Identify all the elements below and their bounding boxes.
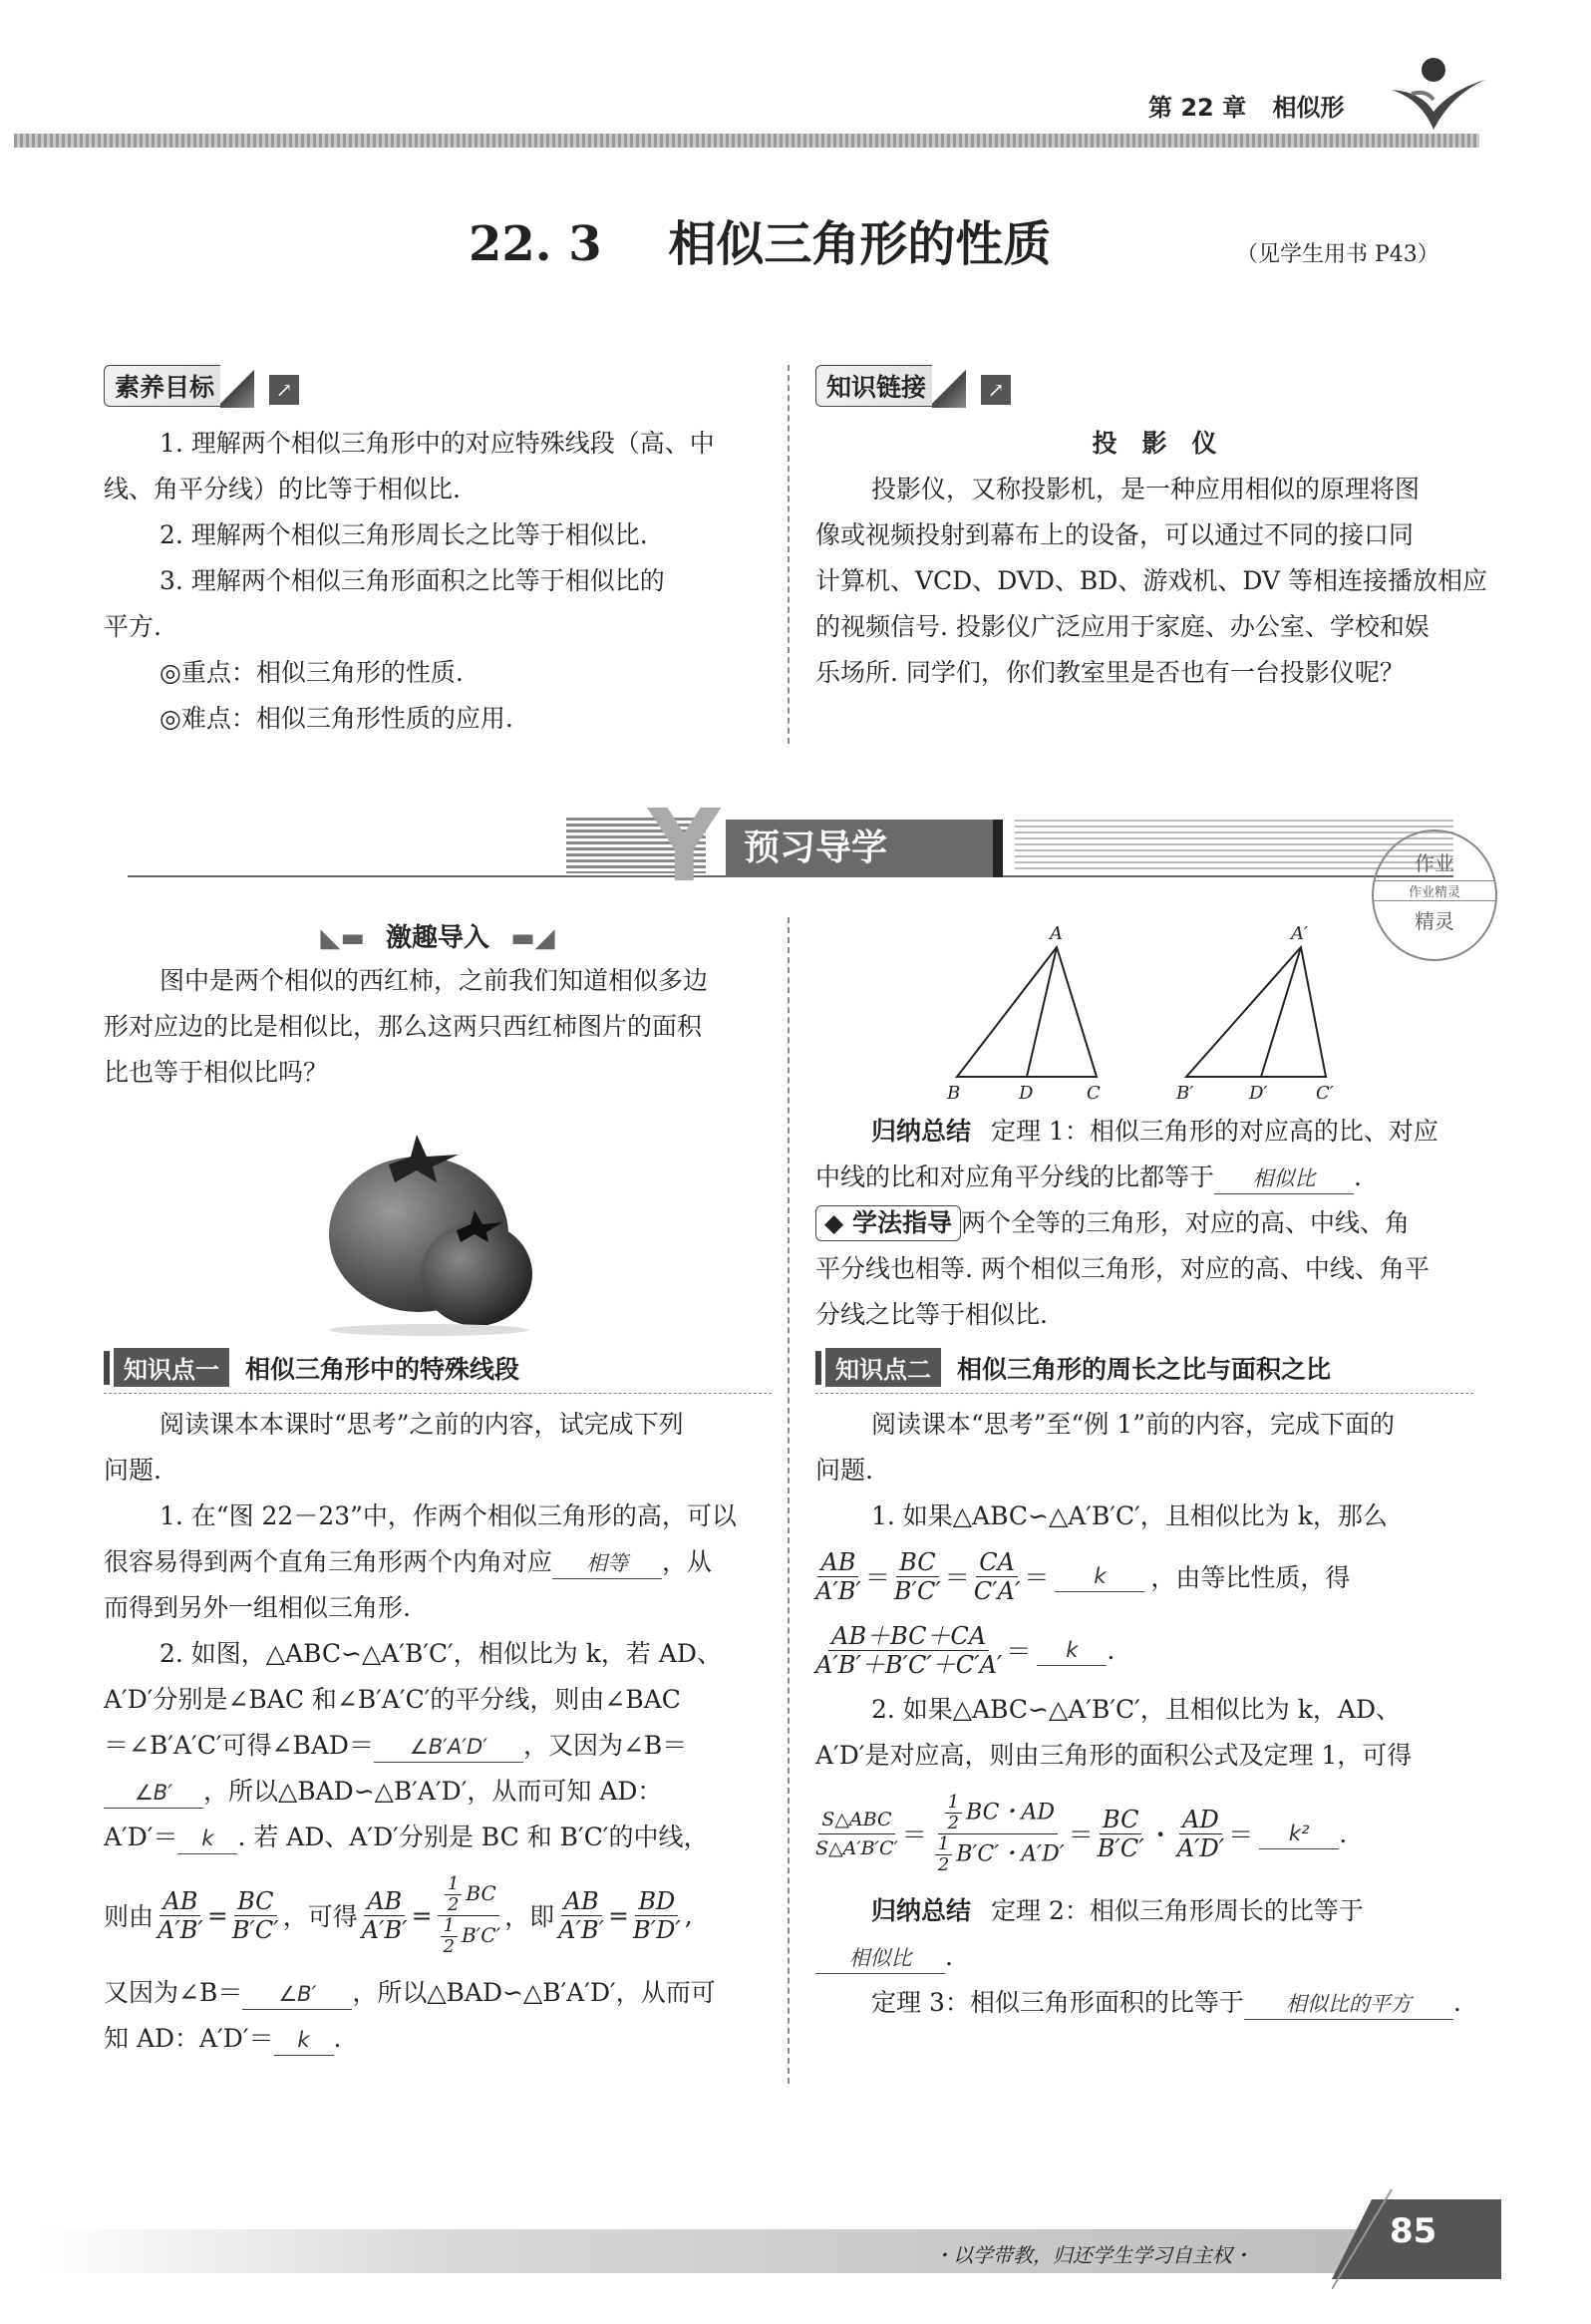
difficult-point: ◎难点：相似三角形性质的应用. bbox=[159, 704, 513, 733]
kp2-q1-sum: $\frac{AB+BC+CA}{A'B'+B'C'+C'A'}$ ＝ k . bbox=[815, 1621, 1115, 1679]
text: ，从 bbox=[662, 1547, 713, 1576]
kp2-section bbox=[815, 1348, 1493, 2026]
method-line bbox=[815, 1200, 1493, 1246]
goal-line: 3. 理解两个相似三角形面积之比等于相似比的 bbox=[159, 566, 665, 595]
numerator bbox=[438, 1874, 499, 1916]
numerator: AD bbox=[1179, 1806, 1222, 1834]
kp1-q2 bbox=[104, 1970, 772, 2016]
summary2-line: 相似比 . bbox=[815, 1934, 1493, 1980]
answer-blank[interactable]: 相等 bbox=[552, 1548, 662, 1579]
answer-blank[interactable]: k bbox=[274, 2025, 334, 2056]
answer-blank[interactable]: ∠B′ bbox=[242, 1979, 352, 2010]
kp1-q2 bbox=[104, 1815, 772, 1860]
kp1-q1 bbox=[104, 1539, 772, 1585]
kp1-section bbox=[104, 1348, 772, 2062]
answer-blank[interactable]: k bbox=[177, 1824, 237, 1854]
method-line: 分线之比等于相似比. bbox=[815, 1300, 1048, 1329]
text: 则由 bbox=[104, 1902, 155, 1931]
text: 中线的比和对应角平分线的比都等于 bbox=[815, 1162, 1215, 1191]
chapter-title: 相似形 bbox=[1272, 94, 1345, 122]
numerator: AB bbox=[817, 1548, 858, 1577]
fraction bbox=[232, 1887, 279, 1944]
text: ，所以△BAD∽△B′A′D′，从而可 bbox=[352, 1978, 716, 2007]
method-tag-label: 学法指导 bbox=[851, 1208, 952, 1237]
stamp-line: 精灵 bbox=[1415, 909, 1454, 933]
section-title: 相似三角形的性质 bbox=[668, 216, 1052, 272]
header-bar bbox=[14, 134, 1479, 148]
kp1-q2: A′D′分别是∠BAC 和∠B′A′C′的平分线，则由∠BAC bbox=[104, 1685, 681, 1714]
kp2-title: 相似三角形的周长之比与面积之比 bbox=[957, 1354, 1332, 1384]
goal-line: 2. 理解两个相似三角形周长之比等于相似比. bbox=[159, 520, 648, 549]
title-reference: （见学生用书 P43） bbox=[1236, 242, 1439, 267]
text: ，即 bbox=[504, 1902, 555, 1931]
text: 定理 3：相似三角形面积的比等于 bbox=[871, 1988, 1244, 2017]
stamp-line: 作业 bbox=[1415, 851, 1454, 875]
text: ，可得 bbox=[282, 1902, 358, 1931]
vertex-label: A bbox=[1050, 923, 1063, 944]
fraction bbox=[1098, 1806, 1144, 1862]
goal-line: 1. 理解两个相似三角形中的对应特殊线段（高、中 bbox=[159, 429, 715, 458]
summary-tag: 归纳总结 bbox=[871, 1896, 972, 1925]
method-tag bbox=[815, 1205, 961, 1241]
numerator: AB＋BC＋CA bbox=[828, 1622, 989, 1651]
fraction bbox=[362, 1887, 408, 1944]
vertex-label: C bbox=[1087, 1083, 1101, 1104]
numerator: AB bbox=[364, 1887, 405, 1916]
link-tag: 知识链接 bbox=[815, 365, 965, 407]
numerator bbox=[938, 1793, 1058, 1834]
answer-blank[interactable]: 相似比的平方 bbox=[1244, 1989, 1453, 2020]
person-logo-icon bbox=[1382, 50, 1491, 140]
diamond-icon: ◆ bbox=[824, 1208, 852, 1237]
kp2-q1-fractions: $\frac{AB}{A'B'}$ ＝ $\frac{BC}{B'C'}$ ＝ $\frac{CA}{C'A'}$ ＝ k ，由等比性质，得 bbox=[815, 1547, 1351, 1605]
kp1-q2: 2. 如图，△ABC∽△A′B′C′，相似比为 k，若 AD、 bbox=[159, 1639, 722, 1668]
half-den: 2 bbox=[443, 1935, 456, 1957]
denominator: B′C′ bbox=[893, 1576, 941, 1605]
denominator: B′C′ bbox=[231, 1915, 279, 1944]
goals-tag: 素养目标 bbox=[104, 365, 253, 407]
link-section bbox=[815, 365, 1493, 696]
half-num: 1 bbox=[945, 1793, 962, 1814]
text: 两个全等的三角形，对应的高、中线、角 bbox=[960, 1208, 1410, 1237]
fraction bbox=[974, 1548, 1021, 1605]
kp-bar bbox=[104, 1351, 110, 1385]
vertex-label: D′ bbox=[1249, 1083, 1268, 1104]
vertex-label: C′ bbox=[1316, 1083, 1334, 1104]
link-line: 投影仪，又称投影机，是一种应用相似的原理将图 bbox=[871, 475, 1421, 503]
half-den: 2 bbox=[947, 1812, 960, 1833]
fraction bbox=[894, 1548, 941, 1605]
method-line: 平分线也相等. 两个相似三角形，对应的高、中线、角平 bbox=[815, 1254, 1430, 1283]
summary1-line bbox=[815, 1155, 1493, 1200]
numerator: BC bbox=[896, 1548, 938, 1577]
bc: BC bbox=[466, 1880, 496, 1905]
arrow-icon: ↗ bbox=[981, 375, 1011, 405]
kp2-line: 阅读课本“思考”至“例 1”前的内容，完成下面的 bbox=[871, 1410, 1395, 1439]
page-title bbox=[469, 205, 1051, 274]
summary3-line: 定理 3：相似三角形面积的比等于 相似比的平方 . bbox=[815, 1980, 1493, 2026]
fraction bbox=[1177, 1806, 1224, 1862]
half-den: 2 bbox=[447, 1893, 460, 1915]
chapter-label bbox=[1148, 88, 1344, 123]
kp1-q1: 而得到另外一组相似三角形. bbox=[104, 1593, 411, 1622]
numerator: S△ABC bbox=[818, 1806, 894, 1834]
key-point: ◎重点：相似三角形的性质. bbox=[159, 658, 464, 687]
denominator: A′B′ bbox=[558, 1915, 605, 1944]
goal-line: 线、角平分线）的比等于相似比. bbox=[104, 475, 461, 503]
footer-motto: ・以学带教，归还学生学习自主权・ bbox=[933, 2243, 1252, 2267]
compound-fraction bbox=[437, 1874, 501, 1957]
text: ＝∠B′A′C′可得∠BAD＝ bbox=[104, 1731, 374, 1760]
bpcp: B′C′ bbox=[462, 1922, 501, 1947]
denominator: A′B′ bbox=[815, 1576, 861, 1605]
half-num: 1 bbox=[445, 1874, 462, 1895]
homework-stamp bbox=[1372, 830, 1497, 961]
chapter-number: 第 22 章 bbox=[1148, 94, 1247, 122]
kp2-q2: A′D′是对应高，则由三角形的面积公式及定理 1，可得 bbox=[815, 1741, 1413, 1770]
column-divider bbox=[788, 365, 790, 744]
text: ，又因为∠B＝ bbox=[522, 1731, 688, 1760]
numerator: BC bbox=[234, 1887, 276, 1916]
answer-blank[interactable]: 相似比 bbox=[1214, 1163, 1354, 1194]
banner-letter: Y bbox=[648, 788, 721, 904]
text: . 若 AD、A′D′分别是 BC 和 B′C′的中线， bbox=[237, 1823, 709, 1851]
answer-blank[interactable]: k bbox=[1037, 1635, 1107, 1666]
intro-heading: 激趣导入 bbox=[385, 923, 489, 953]
answer-blank[interactable]: 相似比 bbox=[815, 1943, 945, 1974]
vertex-label: B bbox=[947, 1083, 961, 1104]
tomato-image bbox=[319, 1125, 548, 1339]
kp1-line: 问题. bbox=[104, 1456, 161, 1485]
denominator: A′B′＋B′C′＋C′A′ bbox=[815, 1650, 1003, 1679]
intro-section bbox=[104, 917, 772, 1096]
half-num: 1 bbox=[441, 1916, 458, 1937]
denominator: B′C′ bbox=[1097, 1833, 1144, 1862]
numerator: CA bbox=[976, 1548, 1018, 1577]
fraction bbox=[158, 1887, 203, 1944]
fraction bbox=[558, 1887, 604, 1944]
answer-blank[interactable]: k bbox=[1055, 1561, 1144, 1592]
kp1-q1: 1. 在“图 22－23”中，作两个相似三角形的高，可以 bbox=[159, 1501, 737, 1530]
vertex-label: A′ bbox=[1291, 923, 1309, 944]
text: A′D′＝ bbox=[104, 1823, 178, 1851]
column-divider bbox=[788, 917, 790, 2084]
link-line: 像或视频投射到幕布上的设备，可以通过不同的接口同 bbox=[815, 520, 1415, 549]
kp2-line: 问题. bbox=[815, 1456, 873, 1485]
compound-fraction bbox=[931, 1793, 1065, 1875]
triangle-deco-icon: ▬◢ bbox=[510, 923, 555, 953]
denominator: C′A′ bbox=[973, 1576, 1021, 1605]
denominator bbox=[931, 1834, 1065, 1875]
answer-blank[interactable]: ∠B′ bbox=[104, 1778, 203, 1809]
intro-line: 形对应边的比是相似比，那么这两只西红柿图片的面积 bbox=[104, 1012, 703, 1041]
kp-bar bbox=[815, 1351, 821, 1385]
denominator: B′D′ bbox=[632, 1915, 681, 1944]
denominator: A′B′ bbox=[158, 1915, 203, 1944]
numerator: BD bbox=[635, 1887, 678, 1916]
denominator: S△A′B′C′ bbox=[815, 1836, 898, 1859]
bcad: BC・AD bbox=[966, 1800, 1055, 1825]
text: 很容易得到两个直角三角形两个内角对应 bbox=[104, 1547, 553, 1576]
text: ，由等比性质，得 bbox=[1150, 1563, 1351, 1592]
goals-section bbox=[104, 365, 772, 742]
denominator: A′B′ bbox=[361, 1915, 408, 1944]
answer-blank[interactable]: k² bbox=[1259, 1819, 1339, 1849]
kp1-q2 bbox=[104, 1769, 772, 1815]
vertex-label: D bbox=[1019, 1083, 1034, 1104]
half-den: 2 bbox=[937, 1853, 950, 1875]
kp1-q2: 知 AD：A′D′＝ k . bbox=[104, 2016, 772, 2062]
banner-title: 预习导学 bbox=[726, 820, 1003, 877]
bpcpapdp: B′C′・A′D′ bbox=[956, 1841, 1065, 1866]
page-number: 85 bbox=[1390, 2211, 1437, 2251]
text: . bbox=[1354, 1162, 1362, 1191]
text: 又因为∠B＝ bbox=[104, 1978, 243, 2007]
numerator: BC bbox=[1100, 1806, 1141, 1834]
link-heading: 投 影 仪 bbox=[1092, 429, 1217, 458]
fraction bbox=[633, 1887, 681, 1944]
answer-blank[interactable]: ∠B′A′D′ bbox=[374, 1732, 523, 1763]
numerator: AB bbox=[561, 1887, 602, 1916]
triangle-deco-icon: ◣▬ bbox=[320, 923, 365, 953]
link-line: 的视频信号. 投影仪广泛应用于家庭、办公室、学校和娱 bbox=[815, 612, 1430, 641]
half-num: 1 bbox=[935, 1834, 952, 1855]
text: 定理 2：相似三角形周长的比等于 bbox=[991, 1896, 1364, 1925]
denominator: A′D′ bbox=[1176, 1833, 1225, 1862]
summary1-line bbox=[815, 1109, 1493, 1155]
link-line: 乐场所. 同学们，你们教室里是否也有一台投影仪呢？ bbox=[815, 658, 1405, 687]
kp2-label: 知识点二 bbox=[825, 1348, 941, 1387]
arrow-icon: ↗ bbox=[269, 375, 299, 405]
fraction bbox=[815, 1622, 1002, 1679]
stamp-line: 作业精灵 bbox=[1374, 880, 1495, 901]
numerator: AB bbox=[159, 1887, 200, 1916]
kp1-label: 知识点一 bbox=[114, 1348, 229, 1387]
kp1-title: 相似三角形中的特殊线段 bbox=[245, 1354, 520, 1384]
text: 知 AD：A′D′＝ bbox=[104, 2024, 274, 2053]
summary2-line bbox=[815, 1888, 1493, 1934]
denominator bbox=[437, 1916, 501, 1957]
goal-line: 平方. bbox=[104, 612, 161, 641]
kp1-q2 bbox=[104, 1723, 772, 1769]
link-line: 计算机、VCD、DVD、BD、游戏机、DV 等相连接播放相应 bbox=[815, 566, 1487, 595]
kp1-fraction-row: 则由 $\frac{AB}{A'B'}$ = $\frac{BC}{B'C'}$ ，可得 $\frac{AB}{A'B'}$ = $\frac{1}{2}$ BC $\frac{1}{2}$ B′C′ ，即 $\frac{AB}{A'B'}$ = $\frac{BD}{B'D'}$ , bbox=[104, 1872, 693, 1957]
text: ，所以△BAD∽△B′A′D′，从而可知 AD： bbox=[203, 1777, 663, 1806]
kp2-q2: 2. 如果△ABC∽△A′B′C′，且相似比为 k，AD、 bbox=[871, 1695, 1401, 1724]
summary-tag: 归纳总结 bbox=[871, 1117, 972, 1146]
text: 定理 1：相似三角形的对应高的比、对应 bbox=[991, 1117, 1438, 1146]
triangles-figure bbox=[937, 917, 1356, 1107]
summary1-section bbox=[815, 1109, 1493, 1338]
fraction bbox=[815, 1806, 898, 1862]
intro-line: 图中是两个相似的西红柿，之前我们知道相似多边 bbox=[159, 966, 709, 995]
fraction bbox=[815, 1548, 861, 1605]
kp2-q1: 1. 如果△ABC∽△A′B′C′，且相似比为 k，那么 bbox=[871, 1501, 1388, 1530]
kp1-line: 阅读课本本课时“思考”之前的内容，试完成下列 bbox=[159, 1410, 684, 1439]
intro-line: 比也等于相似比吗？ bbox=[104, 1058, 329, 1087]
kp2-q2-fractions: $\frac{\text{S△ABC}}{S\triangle A'B'C'}$ ＝ $\frac{1}{2}$ BC・AD $\frac{1}{2}$ B′C′・A′D′ ＝ $\frac{BC}{B'C'}$ ・ $\frac{AD}{A'D'}$ ＝ k² . bbox=[815, 1791, 1348, 1875]
vertex-label: B′ bbox=[1176, 1083, 1194, 1104]
section-number: 22. 3 bbox=[469, 216, 602, 272]
